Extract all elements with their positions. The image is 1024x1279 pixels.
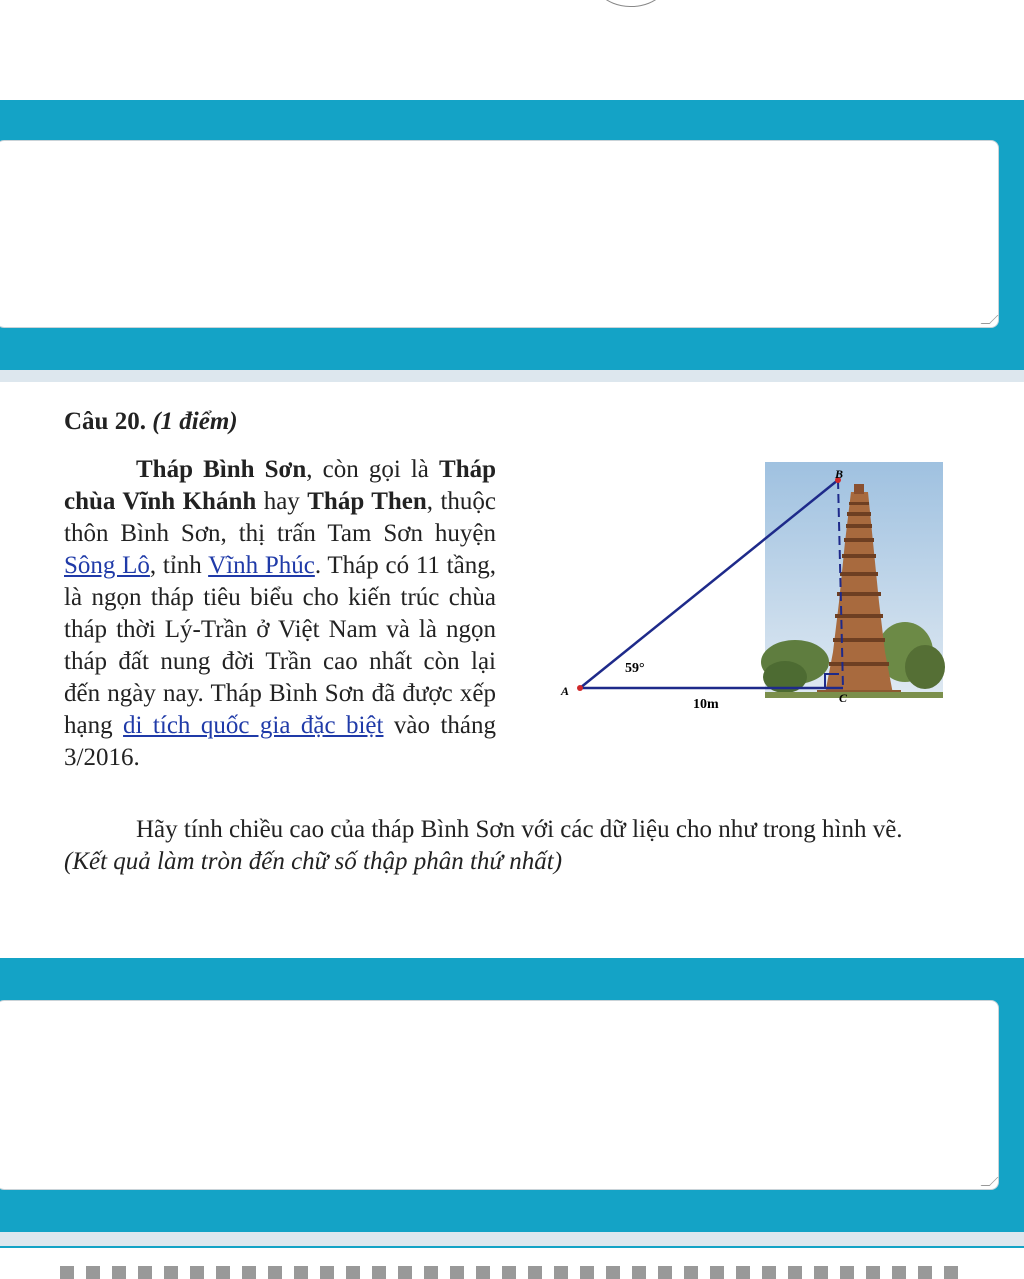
rounding-note: (Kết quả làm tròn đến chữ số thập phân thứ nhất): [64, 848, 563, 875]
answer-textarea-previous[interactable]: [0, 140, 999, 328]
link-song-lo[interactable]: Sông Lô: [64, 552, 150, 579]
next-question-cut-off-text: [60, 1266, 970, 1279]
text-run: , thuộc thôn Bình Sơn, thị trấn Tam Sơn huyện: [64, 488, 497, 547]
ground: [765, 692, 943, 698]
answer-area-previous: [0, 100, 1024, 370]
tower-alt-name: Tháp chùa Vĩnh Khánh: [64, 456, 496, 515]
task-text: Hãy tính chiều cao của tháp Bình Sơn với các dữ liệu cho như trong hình vẽ.: [136, 816, 903, 843]
answer-textarea-20[interactable]: [0, 1000, 999, 1190]
previous-question-tail: [0, 0, 1024, 100]
tower-alt-name-2: Tháp Then: [307, 488, 427, 515]
text-run: , còn gọi là: [306, 456, 440, 483]
text-run: vào tháng 3/2016.: [64, 712, 496, 771]
section-separator: [0, 370, 1024, 382]
text-run: , tỉnh: [149, 552, 209, 579]
text-run: hay: [256, 488, 308, 515]
question-task: [64, 814, 1024, 878]
resize-handle-icon[interactable]: [981, 1177, 999, 1186]
label-c: C: [839, 691, 848, 705]
question-number: Câu 20.: [64, 408, 146, 435]
question-points: (1 điểm): [152, 408, 238, 435]
question-title: [64, 408, 238, 436]
answer-area-20: [0, 958, 1024, 1248]
label-a: A: [561, 684, 570, 698]
label-b: B: [835, 467, 844, 481]
text-run: . Tháp có 11 tầng, là ngọn tháp tiêu biểu cho kiến trúc chùa tháp thời Lý-Trần ở Việt Nam và là ngọn tháp đất nung đời Trần cao nhất còn lại đến ngày nay. Tháp Bình Sơn đã được xếp hạng: [64, 552, 496, 739]
tower-name: Tháp Bình Sơn: [136, 456, 307, 483]
link-vinh-phuc[interactable]: Vĩnh Phúc: [208, 552, 315, 579]
point-a: [577, 685, 583, 691]
link-di-tich[interactable]: di tích quốc gia đặc biệt: [123, 712, 384, 739]
angle-label: 59°: [625, 661, 645, 676]
cut-off-figure-arc: [585, 0, 677, 7]
tower-figure: [555, 462, 950, 712]
question-description: [64, 454, 496, 774]
resize-handle-icon[interactable]: [981, 315, 999, 324]
distance-label: 10m: [693, 697, 719, 712]
section-separator: [0, 1232, 1024, 1246]
